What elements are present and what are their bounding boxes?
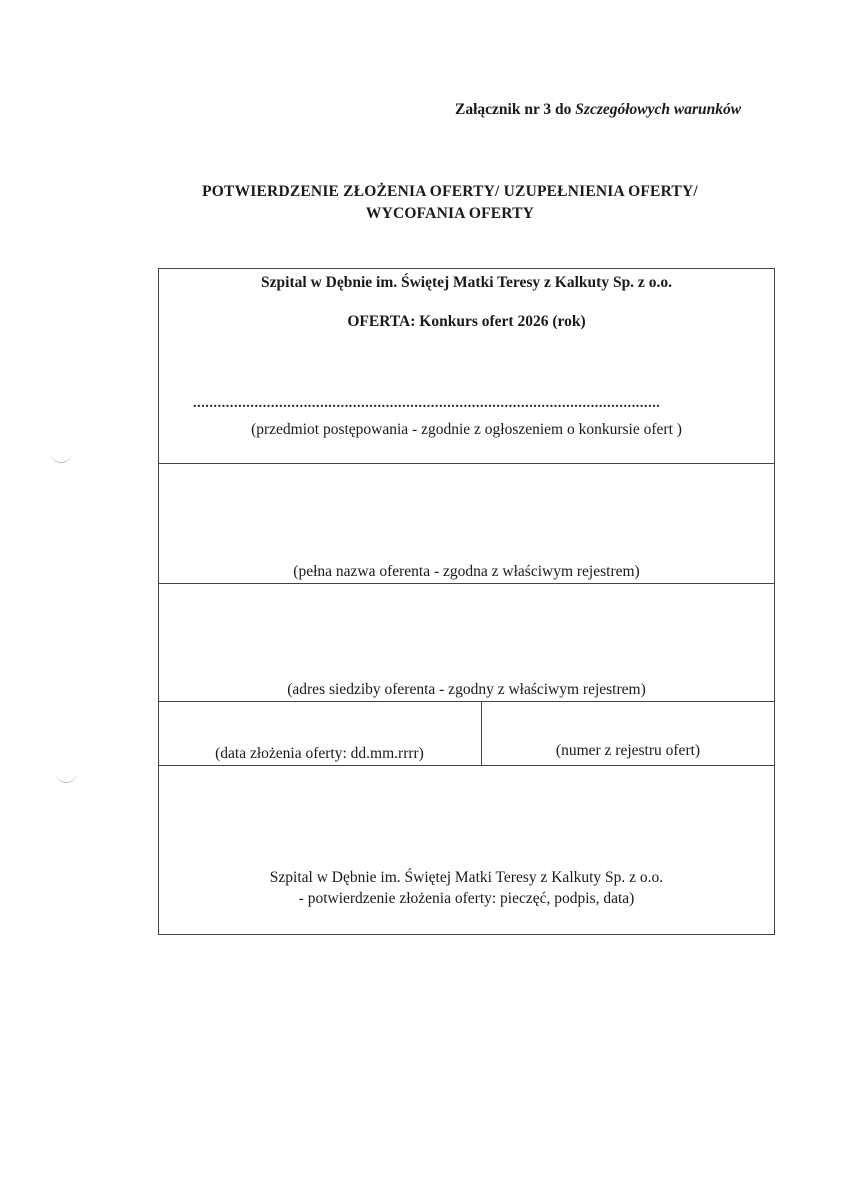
confirm-caption: - potwierdzenie złożenia oferty: pieczęć, podpis, data) [298, 890, 635, 907]
subject-dotted-line: .................................................................................................................. [193, 396, 661, 411]
annex-label [455, 101, 741, 119]
divider-date-register [158, 765, 775, 766]
divider-bidder-name [158, 583, 775, 584]
document-title [100, 181, 800, 225]
punch-hole-top [50, 450, 72, 463]
divider-bidder-address [158, 701, 775, 702]
bidder-name-caption: (pełna nazwa oferenta - zgodna z właściwym rejestrem) [293, 563, 640, 580]
register-number-caption: (numer z rejestru ofert) [555, 742, 701, 759]
title-line-1: POTWIERDZENIE ZŁOŻENIA OFERTY/ UZUPEŁNIENIA OFERTY/ [202, 183, 698, 200]
bidder-address-caption: (adres siedziby oferenta - zgodny z właściwym rejestrem) [287, 681, 646, 698]
date-caption: (data złożenia oferty: dd.mm.rrrr) [215, 745, 424, 762]
punch-hole-bottom [55, 770, 77, 783]
annex-italic: Szczegółowych warunków [575, 101, 742, 118]
title-line-2: WYCOFANIA OFERTY [365, 205, 535, 222]
offer-line: OFERTA: Konkurs ofert 2026 (rok) [347, 313, 586, 330]
confirm-hospital-name: Szpital w Dębnie im. Świętej Matki Teresy z Kalkuty Sp. z o.o. [269, 869, 664, 886]
annex-prefix: Załącznik nr 3 do [455, 101, 572, 118]
hospital-name-heading: Szpital w Dębnie im. Świętej Matki Teresy z Kalkuty Sp. z o.o. [261, 274, 672, 291]
confirmation-form-box [158, 268, 775, 935]
divider-subject [158, 463, 775, 464]
subject-caption: (przedmiot postępowania - zgodnie z ogłoszeniem o konkursie ofert ) [251, 421, 682, 438]
